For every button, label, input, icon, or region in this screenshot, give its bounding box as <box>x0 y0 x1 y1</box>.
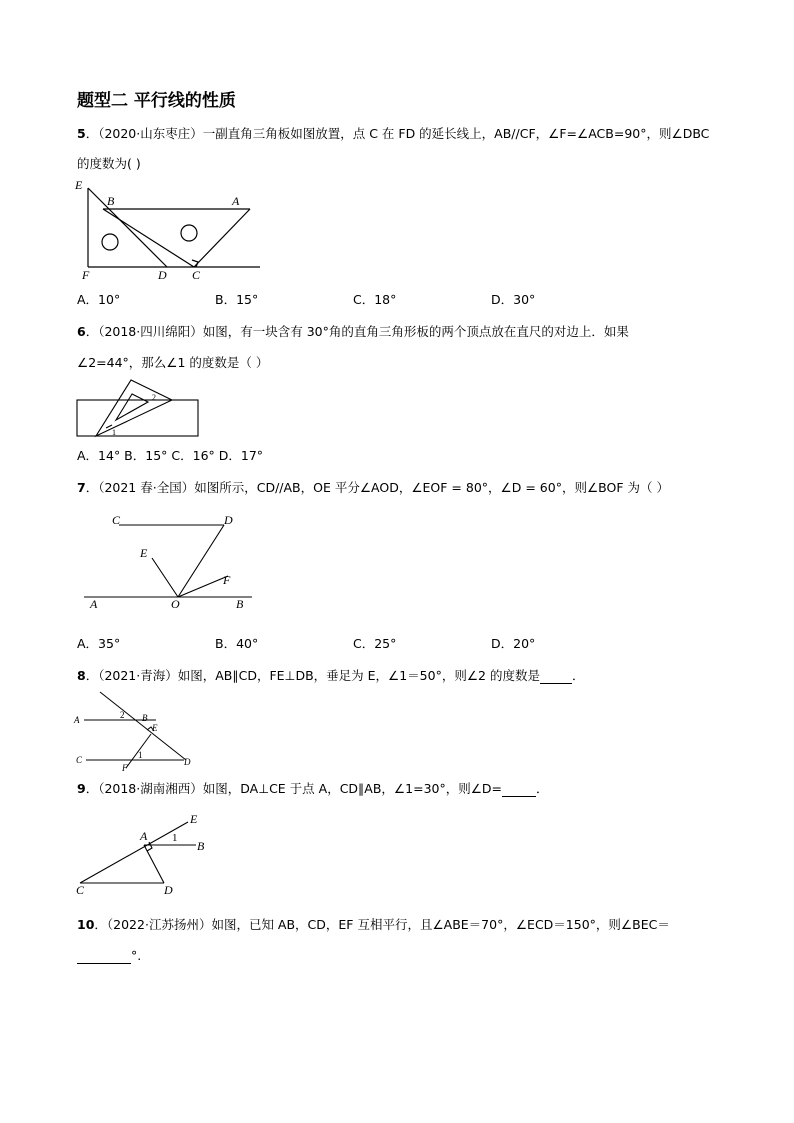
question-9-text <box>77 781 549 797</box>
label-A: A <box>140 829 148 843</box>
q10-answer-blank[interactable] <box>77 949 131 964</box>
angle-1-label: 1 <box>138 750 143 760</box>
question-6-line1: ．（2018·四川绵阳）如图，有一块含有 30°角的直角三角形板的两个顶点放在直尺的对边上．如果 <box>85 324 629 339</box>
question-number: 5 <box>77 126 86 141</box>
angle-1-label: 1 <box>112 428 116 437</box>
label-F: F <box>223 573 231 587</box>
question-7-line1: ．（2021 春·全国）如图所示，CD//AB，OE 平分∠AOD，∠EOF = 80°，∠D = 60°，则∠BOF 为（ ） <box>85 480 669 495</box>
question-8-line1: ．（2021·青海）如图，AB∥CD，FE⊥DB，垂足为 E，∠1＝50°，则∠2 的度数是 <box>85 668 540 683</box>
question-10-text <box>77 917 670 933</box>
q7-option-c[interactable]: C．25° <box>353 636 397 651</box>
label-O: O <box>171 597 180 611</box>
question-9-line1: ．（2018·湖南湘西）如图，DA⊥CE 于点 A，CD∥AB，∠1=30°，则∠D= <box>85 781 503 796</box>
label-F: F <box>82 268 90 282</box>
section-title: 题型二 平行线的性质 <box>77 91 236 111</box>
q7-option-b[interactable]: B．40° <box>215 636 259 651</box>
question-8-tail: ． <box>571 668 585 683</box>
figure-q8-parallel-lines <box>74 690 199 772</box>
angle-1-label: 1 <box>172 832 178 844</box>
q5-option-a[interactable]: A．10° <box>77 292 121 307</box>
question-number: 6 <box>77 324 86 339</box>
angle-2-label: 2 <box>120 710 125 720</box>
label-B: B <box>107 194 115 208</box>
q5-option-d[interactable]: D．30° <box>491 292 536 307</box>
label-F: F <box>122 763 128 773</box>
question-9-tail: ． <box>536 781 549 796</box>
label-B: B <box>197 839 205 853</box>
angle-2-label: 2 <box>152 393 156 402</box>
label-B: B <box>142 713 148 723</box>
label-D: D <box>164 883 173 897</box>
label-E: E <box>152 723 158 733</box>
label-D: D <box>184 757 191 767</box>
label-C: C <box>76 883 85 897</box>
q5-option-c[interactable]: C．18° <box>353 292 397 307</box>
question-6-text <box>77 324 629 340</box>
label-A: A <box>74 715 80 725</box>
question-7-text <box>77 480 669 496</box>
question-8-text <box>77 668 584 684</box>
question-number: 8 <box>77 668 86 683</box>
question-10-line2 <box>77 948 141 964</box>
question-5-line2: 的度数为( ) <box>77 156 141 171</box>
question-number: 7 <box>77 480 86 495</box>
figure-q6-ruler-triangle <box>76 378 201 438</box>
label-C: C <box>112 513 121 527</box>
label-E: E <box>140 546 148 560</box>
question-5-text <box>77 126 709 142</box>
q7-option-d[interactable]: D．20° <box>491 636 536 651</box>
label-C: C <box>76 755 83 765</box>
figure-q5-triangles <box>70 178 270 283</box>
figure-q7-parallel-lines <box>84 510 254 615</box>
q6-options[interactable]: A．14° B．15° C．16° D．17° <box>77 448 264 463</box>
label-A: A <box>90 597 98 611</box>
question-number: 9 <box>77 781 86 796</box>
question-10-tail: °. <box>131 948 142 963</box>
q8-answer-blank[interactable] <box>540 669 572 684</box>
question-6-line2: ∠2=44°，那么∠1 的度数是（ ） <box>77 355 269 370</box>
label-E: E <box>190 812 198 826</box>
question-number: 10 <box>77 917 95 932</box>
q9-answer-blank[interactable] <box>502 782 536 797</box>
question-5-line1: ．（2020·山东枣庄）一副直角三角板如图放置，点 C 在 FD 的延长线上，AB//CF，∠F=∠ACB=90°，则∠DBC <box>85 126 710 141</box>
figure-q9-perpendicular <box>72 810 212 898</box>
label-D: D <box>158 268 167 282</box>
label-A: A <box>232 194 240 208</box>
label-D: D <box>224 513 233 527</box>
label-B: B <box>236 597 244 611</box>
label-C: C <box>192 268 201 282</box>
label-E: E <box>75 178 83 192</box>
q7-option-a[interactable]: A．35° <box>77 636 121 651</box>
question-10-line1: ．（2022·江苏扬州）如图，已知 AB，CD，EF 互相平行，且∠ABE＝70°，∠ECD＝150°，则∠BEC＝ <box>94 917 670 932</box>
q5-option-b[interactable]: B．15° <box>215 292 259 307</box>
